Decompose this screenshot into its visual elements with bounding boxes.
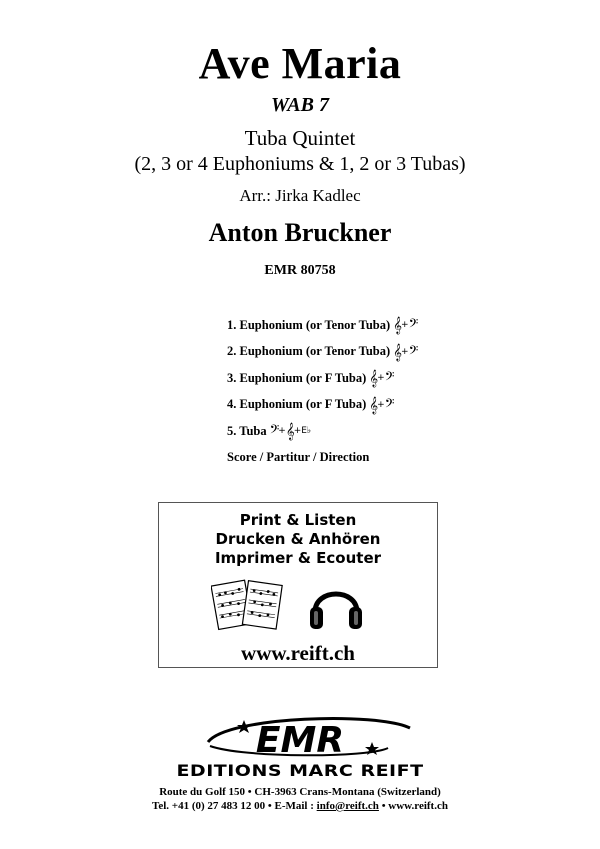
catalog-number: EMR 80758	[264, 263, 336, 278]
treble-clef-icon: 𝄞	[369, 369, 378, 388]
bass-clef-icon: 𝄢	[384, 369, 394, 388]
e-flat-label: E♭	[301, 426, 312, 437]
publisher-name: EDITIONS MARC REIFT	[176, 761, 424, 781]
promo-line-german: Drucken & Anhören	[215, 530, 381, 548]
sheet-music-icon	[211, 577, 285, 633]
part-item	[227, 339, 417, 366]
part-label: 4. Euphonium (or F Tuba)	[227, 397, 367, 412]
ensemble-label: Tuba Quintet	[244, 126, 356, 150]
part-label: 2. Euphonium (or Tenor Tuba)	[227, 344, 391, 359]
composer-name: Anton Bruckner	[208, 218, 392, 247]
bass-clef-icon: 𝄢	[384, 395, 394, 414]
catalogue-subtitle: WAB 7	[271, 94, 329, 116]
publisher-contact: Tel. +41 (0) 27 483 12 00 • E-Mail : info@reift.ch • www.reift.ch	[152, 800, 448, 812]
treble-clef-icon: 𝄞	[285, 422, 294, 441]
star-icon	[237, 720, 251, 733]
part-label: 5. Tuba	[227, 423, 267, 438]
bass-clef-icon: 𝄢	[408, 316, 418, 335]
promo-website-link[interactable]: www.reift.ch	[241, 641, 355, 665]
publisher-address: Route du Golf 150 • CH-3963 Crans-Montana (Switzerland)	[159, 786, 441, 798]
clef-icons: 𝄢+𝄞$^{+E♭}$	[269, 422, 312, 441]
treble-clef-icon: 𝄞	[393, 316, 402, 335]
page-title: Ave Maria	[198, 39, 402, 88]
part-item	[227, 312, 417, 339]
bass-clef-icon: 𝄢	[408, 342, 418, 361]
treble-clef-icon: 𝄞	[393, 342, 402, 361]
instrumentation-label: (2, 3 or 4 Euphoniums & 1, 2 or 3 Tubas)	[134, 153, 466, 175]
headphones-icon	[307, 578, 365, 634]
score-label: Score / Partitur / Direction	[227, 450, 370, 464]
clef-icons: 𝄞+𝄢	[393, 316, 418, 335]
part-item	[227, 392, 417, 419]
part-label: 1. Euphonium (or Tenor Tuba)	[227, 317, 391, 332]
parts-list	[227, 312, 417, 445]
clef-icons: 𝄞+𝄢	[393, 342, 418, 361]
emr-logo	[148, 712, 452, 760]
logo-text: EMR	[255, 720, 345, 760]
clef-icons: 𝄞+𝄢	[369, 395, 394, 414]
promo-line-english: Print & Listen	[239, 511, 357, 529]
part-item	[227, 418, 417, 445]
part-item	[227, 365, 417, 392]
treble-clef-icon: 𝄞	[369, 395, 378, 414]
promo-line-french: Imprimer & Ecouter	[214, 549, 382, 567]
part-label: 3. Euphonium (or F Tuba)	[227, 370, 367, 385]
email-link[interactable]: info@reift.ch	[316, 800, 379, 812]
print-listen-box[interactable]	[158, 502, 438, 668]
clef-icons: 𝄞+𝄢	[369, 369, 394, 388]
arranger-label: Arr.: Jirka Kadlec	[239, 186, 361, 205]
bass-clef-icon: 𝄢	[269, 422, 279, 441]
